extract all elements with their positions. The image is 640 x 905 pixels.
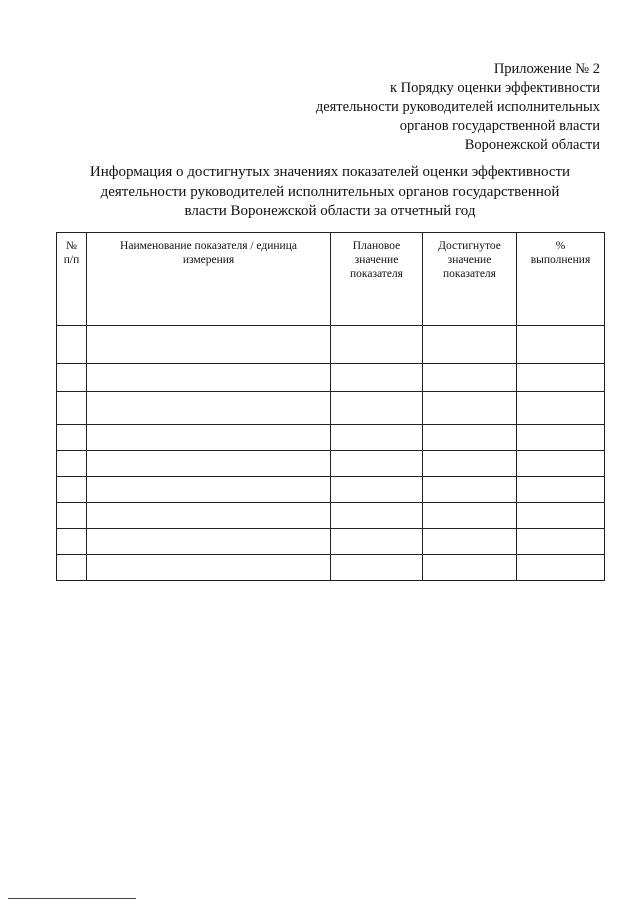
header-text: показателя <box>443 268 496 280</box>
table-cell <box>423 503 517 529</box>
table-cell <box>87 529 331 555</box>
header-text: значение <box>447 254 492 266</box>
table-cell <box>423 392 517 425</box>
table-cell <box>87 364 331 392</box>
table-cell <box>331 364 423 392</box>
table-cell <box>517 425 605 451</box>
table-cell <box>423 555 517 581</box>
table-cell <box>57 326 87 364</box>
table-cell <box>87 392 331 425</box>
table-row <box>57 425 605 451</box>
table-cell <box>87 425 331 451</box>
header-text: значение <box>354 254 399 266</box>
table-cell <box>331 451 423 477</box>
header-text: измерения <box>182 254 235 266</box>
header-indicator-name <box>87 233 331 326</box>
table-row <box>57 326 605 364</box>
table-cell <box>517 364 605 392</box>
title-line: деятельности руководителей исполнительных органов государственной <box>100 183 560 200</box>
table-cell <box>57 392 87 425</box>
table-cell <box>57 451 87 477</box>
footer-rule <box>8 898 136 899</box>
table-cell <box>57 425 87 451</box>
table-row <box>57 451 605 477</box>
table-row <box>57 503 605 529</box>
annex-line: органов государственной власти <box>399 118 600 134</box>
table-cell <box>87 503 331 529</box>
table-cell <box>87 326 331 364</box>
table-cell <box>331 425 423 451</box>
table-cell <box>57 477 87 503</box>
header-text: Плановое <box>352 240 401 252</box>
table-cell <box>57 503 87 529</box>
table-cell <box>331 555 423 581</box>
table-cell <box>87 451 331 477</box>
header-text: № <box>66 240 77 252</box>
table-cell <box>423 477 517 503</box>
table-cell <box>57 529 87 555</box>
table-cell <box>517 529 605 555</box>
table-row <box>57 477 605 503</box>
header-number <box>57 233 87 326</box>
title-line: власти Воронежской области за отчетный год <box>184 203 476 219</box>
table-cell <box>331 326 423 364</box>
table-cell <box>331 503 423 529</box>
annex-line: Воронежской области <box>464 137 600 153</box>
title-line: Информация о достигнутых значениях показателей оценки эффективности <box>89 164 571 180</box>
table-row <box>57 392 605 425</box>
table-cell <box>517 451 605 477</box>
table-cell <box>517 503 605 529</box>
annex-line: Приложение № 2 <box>493 61 600 77</box>
indicators-table <box>56 232 605 581</box>
header-planned-value <box>331 233 423 326</box>
header-percent-completion <box>517 233 605 326</box>
table-header-row <box>57 233 605 326</box>
table-cell <box>423 326 517 364</box>
table-cell <box>57 364 87 392</box>
annex-line: к Порядку оценки эффективности <box>389 80 600 96</box>
table-cell <box>517 477 605 503</box>
table-row <box>57 364 605 392</box>
annex-line: деятельности руководителей исполнительных <box>315 99 600 115</box>
table-cell <box>87 555 331 581</box>
header-text: Наименование показателя / единица <box>120 240 297 252</box>
table-cell <box>423 364 517 392</box>
annex-reference <box>240 60 600 155</box>
table-cell <box>423 529 517 555</box>
table-row <box>57 555 605 581</box>
table-cell <box>517 555 605 581</box>
header-achieved-value <box>423 233 517 326</box>
header-text: выполнения <box>530 254 591 266</box>
header-text: Достигнутое <box>438 240 501 252</box>
document-title <box>60 163 600 222</box>
table-cell <box>517 326 605 364</box>
table-cell <box>423 451 517 477</box>
table-cell <box>423 425 517 451</box>
table-cell <box>87 477 331 503</box>
header-text: п/п <box>63 254 80 266</box>
table-cell <box>331 392 423 425</box>
table-row <box>57 529 605 555</box>
header-text: показателя <box>350 268 403 280</box>
table-cell <box>517 392 605 425</box>
table-cell <box>57 555 87 581</box>
table-cell <box>331 477 423 503</box>
table-body <box>57 326 605 581</box>
header-text: % <box>555 240 566 252</box>
table-cell <box>331 529 423 555</box>
